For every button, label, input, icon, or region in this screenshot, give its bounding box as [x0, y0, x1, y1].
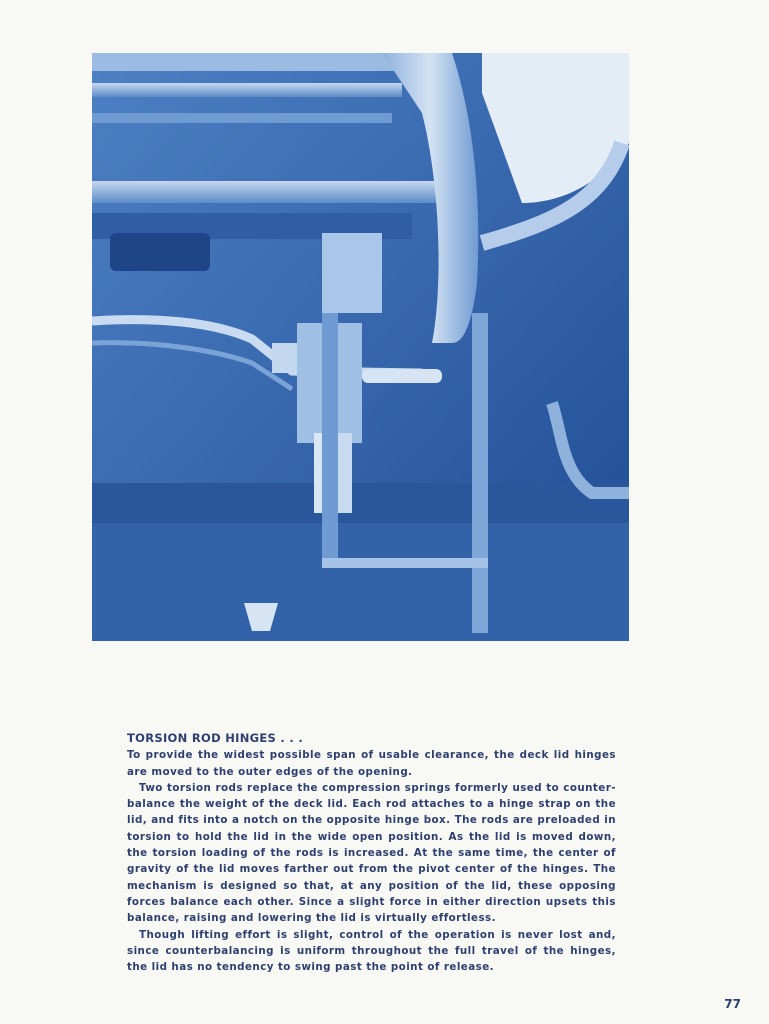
article-heading: TORSION ROD HINGES . . .	[127, 731, 304, 745]
article-paragraph: Though lifting effort is slight, control of the operation is never lost and, since counterbalancing is uniform throughout the full travel of the hinges, the lid has no tendency to swing past the point of release.	[127, 928, 616, 974]
photo-illustration	[92, 53, 629, 641]
torsion-rod-hinge-photo	[92, 53, 629, 641]
page-number: 77	[724, 997, 741, 1011]
article	[127, 730, 616, 975]
article-paragraph: To provide the widest possible span of usable clearance, the deck lid hinges are moved to the outer edges of the opening.	[127, 749, 616, 778]
article-paragraph: Two torsion rods replace the compression springs formerly used to counter-balance the weight of the deck lid. Each rod attaches to a hinge strap on the lid, and fits into a notch on the opposite hinge box. The rods are preloaded in torsion to hold the lid in the wide open position. As the lid is moved down, the torsion loading of the rods is increased. At the same time, the center of gravity of the lid moves farther out from the pivot center of the hinges. The mechanism is designed so that, at any position of the lid, these opposing forces balance each other. Since a slight force in either direction upsets this balance, raising and lowering the lid is virtually effortless.	[127, 781, 616, 925]
